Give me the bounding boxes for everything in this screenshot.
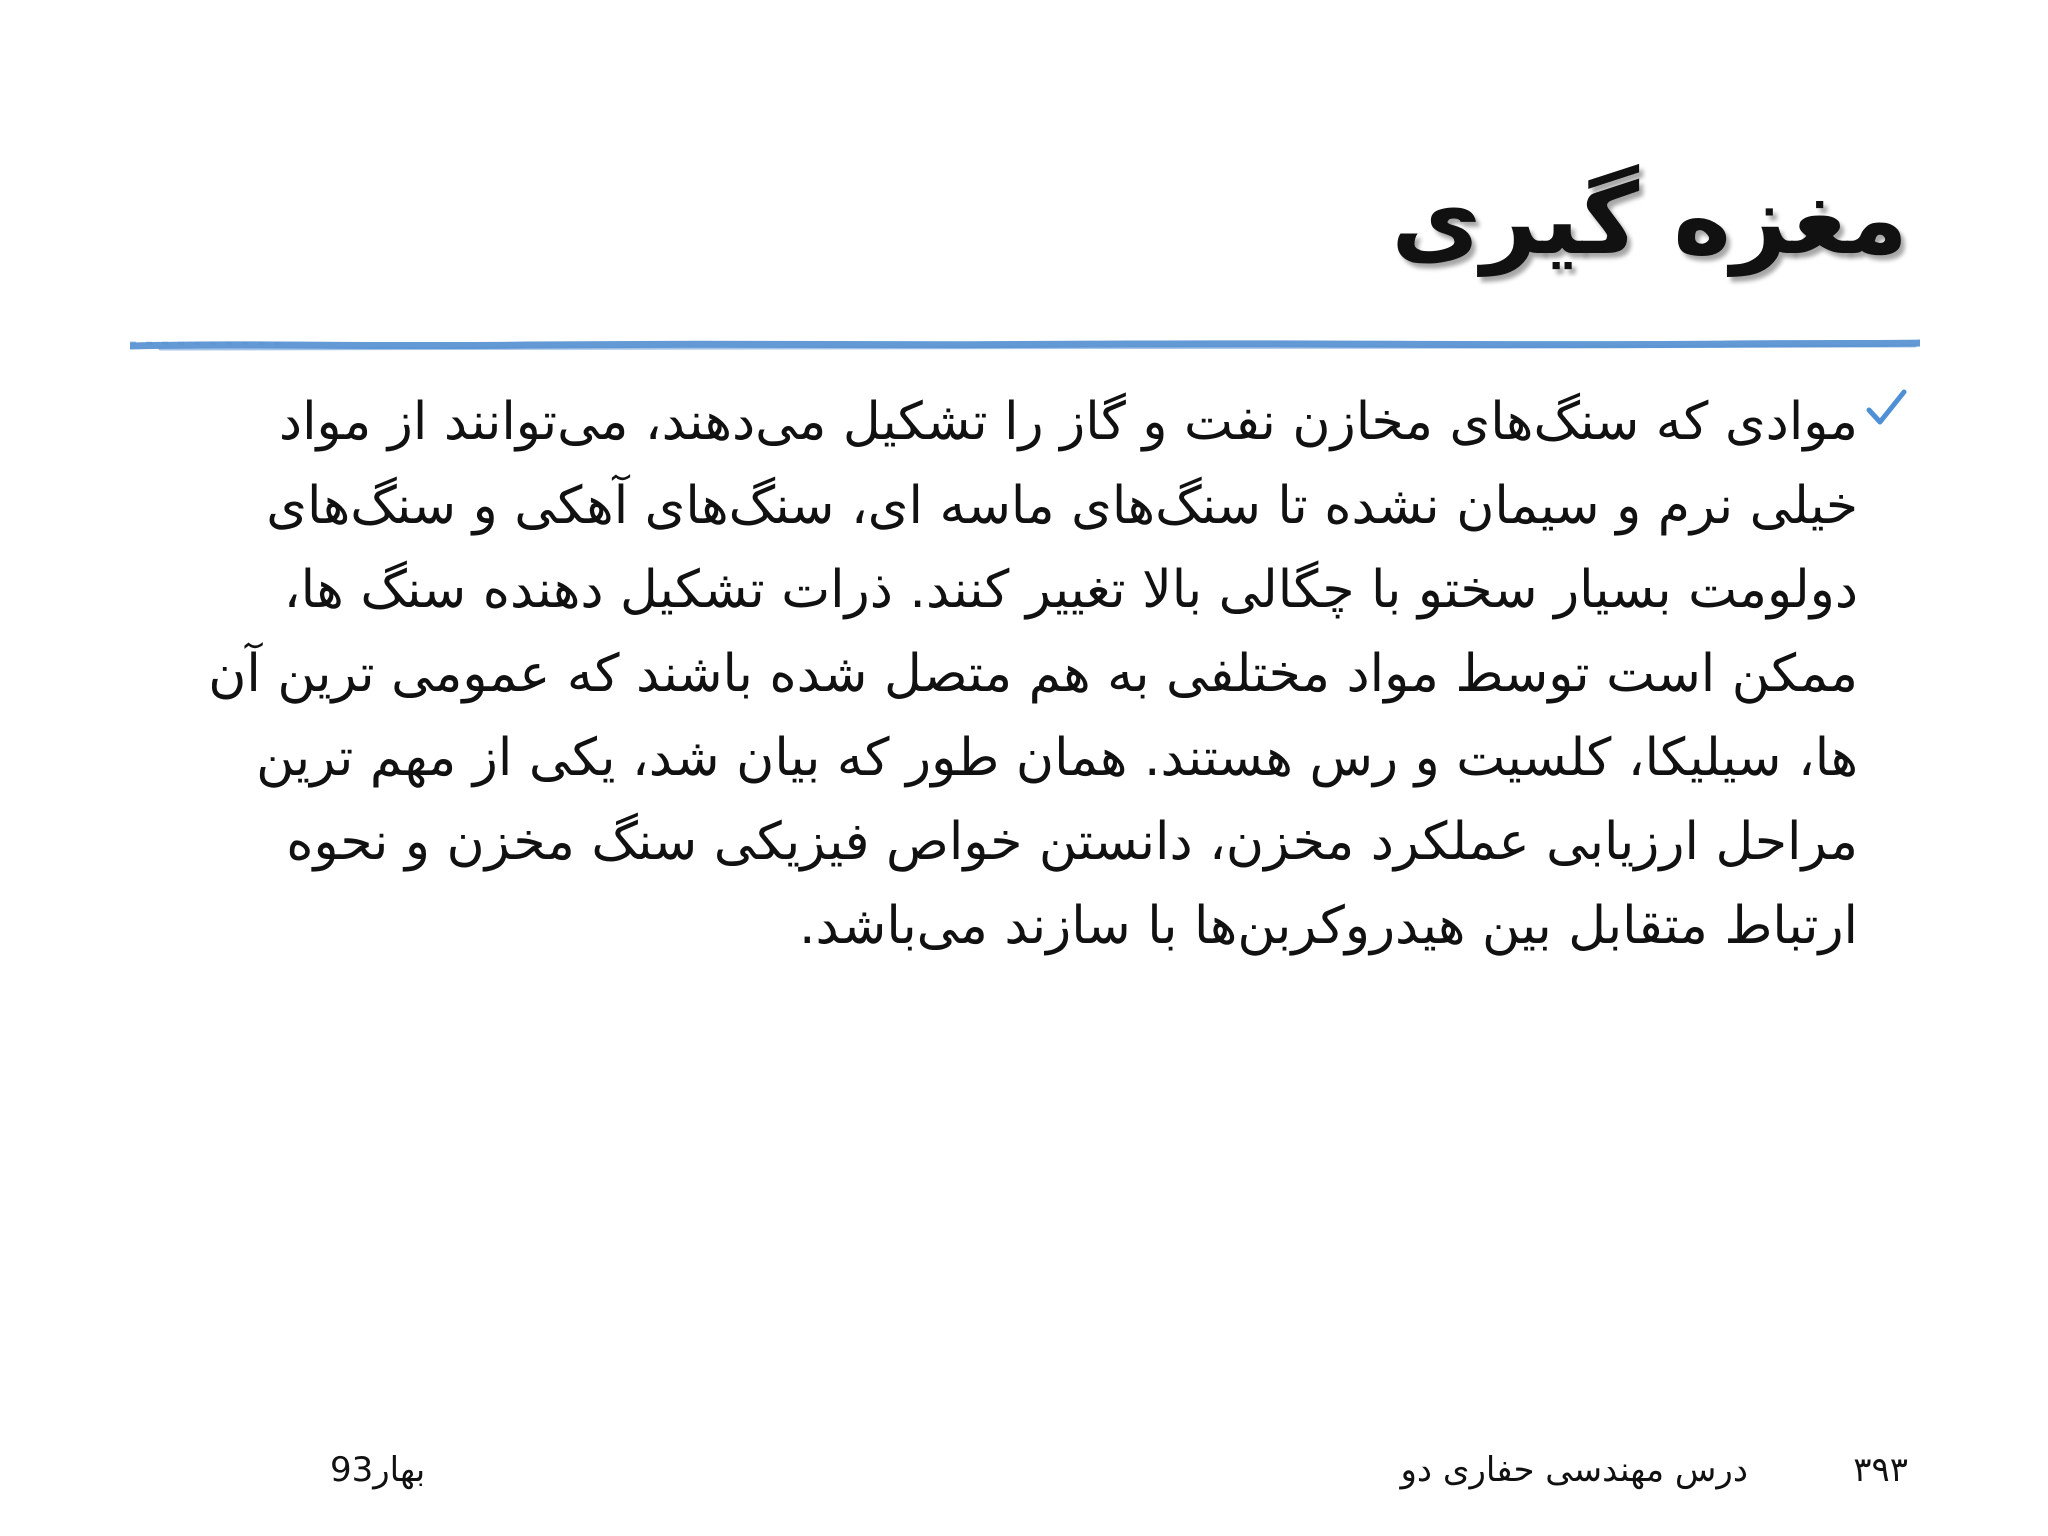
bullet-text: موادی که سنگ‌های مخازن نفت و گاز را تشکیل می‌دهند، می‌توانند از مواد خیلی نرم و سیمان نشده تا سنگ‌های ماسه ای، سنگ‌های آهکی و سنگ‌های دولومت بسیار سختو با چگالی بالا تغییر کنند. ذرات تشکیل دهنده سنگ ها، ممکن است توسط مواد مختلفی به هم متصل شده باشند که عمومی ترین آن ها، سیلیکا، کلسیت و رس هستند. همان طور که بیان شد، یکی از مهم ترین مراحل ارزیابی عملکرد مخزن، دانستن خواص فیزیکی سنگ مخزن و نحوه ارتباط متقابل بین هیدروکربن‌ها با سازند می‌باشد.: [208, 392, 1858, 956]
title-divider: [130, 334, 1920, 356]
bullet-item: [198, 380, 1858, 968]
checkmark-icon: [1864, 386, 1908, 430]
slide-title: مغزه گیری: [1391, 163, 1908, 277]
slide-number: ۳۹۳: [1853, 1450, 1908, 1490]
term-label: بهار93: [330, 1450, 426, 1490]
slide-content: [198, 380, 1858, 968]
course-name: درس مهندسی حفاری دو: [1400, 1450, 1748, 1490]
